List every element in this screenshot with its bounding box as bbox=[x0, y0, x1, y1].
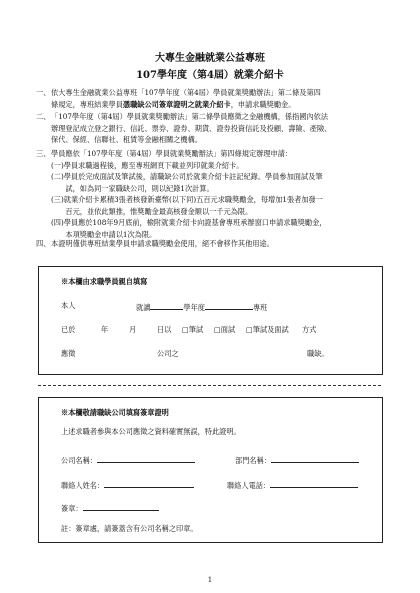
month-label: 月 bbox=[129, 325, 137, 334]
document-subtitle: 107學年度（第4屆）就業介紹卡 bbox=[136, 70, 284, 81]
item-text: 依大專生金融就業公益專班「107學年度（第4屆）學員就業獎勵辦法」第二條及第四 bbox=[51, 88, 321, 97]
date-prefix: 已於 bbox=[61, 325, 76, 334]
item-line bbox=[36, 87, 396, 99]
method-label: 方式 bbox=[302, 325, 317, 334]
class-field[interactable] bbox=[205, 301, 253, 310]
position-label: 職缺。 bbox=[307, 349, 329, 358]
item-line bbox=[36, 194, 396, 206]
year-label: 年 bbox=[101, 325, 109, 334]
school-label: 就讀 bbox=[136, 303, 151, 312]
company-section-header: ※本欄敬請職缺公司填寫簽章證明 bbox=[61, 408, 169, 417]
item-number: 二、 bbox=[36, 112, 51, 121]
seal-note: 註：簽章處，請簽蓋含有公司名稱之印章。 bbox=[61, 524, 198, 533]
item-2 bbox=[36, 111, 396, 146]
item-number: 三、 bbox=[36, 149, 51, 158]
department-field[interactable] bbox=[271, 454, 359, 463]
item-text: (一)學員求職過程後，應至專班網頁下載並列印就業介紹卡。 bbox=[51, 160, 244, 170]
student-section bbox=[38, 266, 383, 375]
contact-phone-label: 聯絡人電話： bbox=[227, 481, 271, 490]
item-number: 四、 bbox=[36, 239, 51, 248]
company-name-label: 公司名稱： bbox=[61, 456, 97, 465]
item-text: ，申請求職獎勵金。 bbox=[230, 99, 296, 109]
item-line bbox=[36, 123, 396, 135]
company-label: 公司之 bbox=[157, 349, 179, 358]
item-text: 保代、保經、信聯社、租賃等金融相關之機構。 bbox=[51, 135, 202, 144]
interview-checkbox[interactable]: □面試 bbox=[214, 325, 236, 334]
item-text: 條規定，專班結業學員 bbox=[51, 99, 123, 109]
item-text: 辦理登記成立登之銀行、信託、票券、證券、期貨、證券投資信託及投顧、壽險、產險、 bbox=[51, 123, 332, 133]
company-section bbox=[38, 397, 383, 543]
student-section-header: ※本欄由求職學員親自填寫 bbox=[61, 277, 148, 286]
item-text: 學員應依「107學年度（第4屆）學員就業獎勵辦法」第四條規定辦理申請： bbox=[51, 149, 293, 158]
item-line bbox=[36, 171, 396, 183]
page-number: 1 bbox=[207, 576, 213, 584]
signature-label: 簽章： bbox=[61, 504, 83, 513]
written-test-checkbox[interactable]: □筆試 bbox=[182, 325, 204, 334]
item-line bbox=[36, 217, 396, 229]
item-text: 本證明僅供專班結業學員申請求職獎勵金使用，絕不會移作其他用途。 bbox=[51, 239, 274, 248]
contact-name-field[interactable] bbox=[104, 479, 194, 488]
day-label: 日以 bbox=[157, 325, 172, 334]
certification-statement: 上述求職者參與本公司應徵之資料確實無誤，特此證明。 bbox=[61, 427, 241, 436]
cut-line-divider bbox=[38, 385, 381, 386]
item-text: (四)學員應於108年9月底前，檢附就業介紹卡向證基會專班承辦窗口申請求職獎勵金， bbox=[51, 218, 327, 227]
item-line bbox=[36, 160, 396, 172]
item-1 bbox=[36, 87, 396, 110]
item-text: 百元，並依此類推，惟獎勵金最高核發金額以一千元為限。 bbox=[51, 206, 253, 216]
item-4 bbox=[36, 238, 396, 250]
item-3 bbox=[36, 148, 396, 240]
school-field[interactable] bbox=[150, 301, 183, 310]
item-text: 「107學年度（第4屆）學員就業獎勵辦法」第二條學員應徵之金融機構，係指國內依法 bbox=[51, 112, 329, 121]
item-text: (三)就業介紹卡累積3張者核發新臺幣(以下同)五百元求職獎勵金，每增加1張者加發一 bbox=[51, 195, 323, 204]
class-label: 專班 bbox=[252, 303, 268, 312]
item-line bbox=[36, 148, 396, 160]
academic-year-label: 學年度 bbox=[183, 303, 205, 312]
contact-name-label: 聯絡人姓名： bbox=[61, 481, 105, 490]
test-and-interview-checkbox[interactable]: □筆試及面試 bbox=[246, 325, 289, 334]
item-line bbox=[36, 111, 396, 123]
item-line bbox=[36, 99, 396, 111]
document-title: 大專生金融就業公益專班 bbox=[155, 53, 265, 64]
item-line bbox=[36, 134, 396, 146]
department-label: 部門名稱： bbox=[235, 456, 271, 465]
contact-phone-field[interactable] bbox=[270, 479, 358, 488]
item-text: (二)學員於完成面試及筆試後，請職缺公司於就業介紹卡註記紀錄。學員參加面試及筆 bbox=[51, 172, 323, 181]
emphasis-text: 憑職缺公司簽章證明之就業介紹卡 bbox=[122, 99, 231, 109]
item-text: 試，如為同一家職缺公司，則以紀錄1次計算。 bbox=[51, 183, 214, 193]
signature-field[interactable] bbox=[83, 502, 159, 511]
person-label: 本人 bbox=[61, 301, 76, 310]
item-line bbox=[36, 238, 396, 250]
item-number: 一、 bbox=[36, 88, 51, 97]
company-name-field[interactable] bbox=[97, 454, 195, 463]
item-line bbox=[36, 206, 396, 218]
item-text: 本項獎勵金申請以1次為限。 bbox=[51, 229, 157, 239]
apply-label: 應徵 bbox=[61, 349, 76, 358]
item-line bbox=[36, 183, 396, 195]
